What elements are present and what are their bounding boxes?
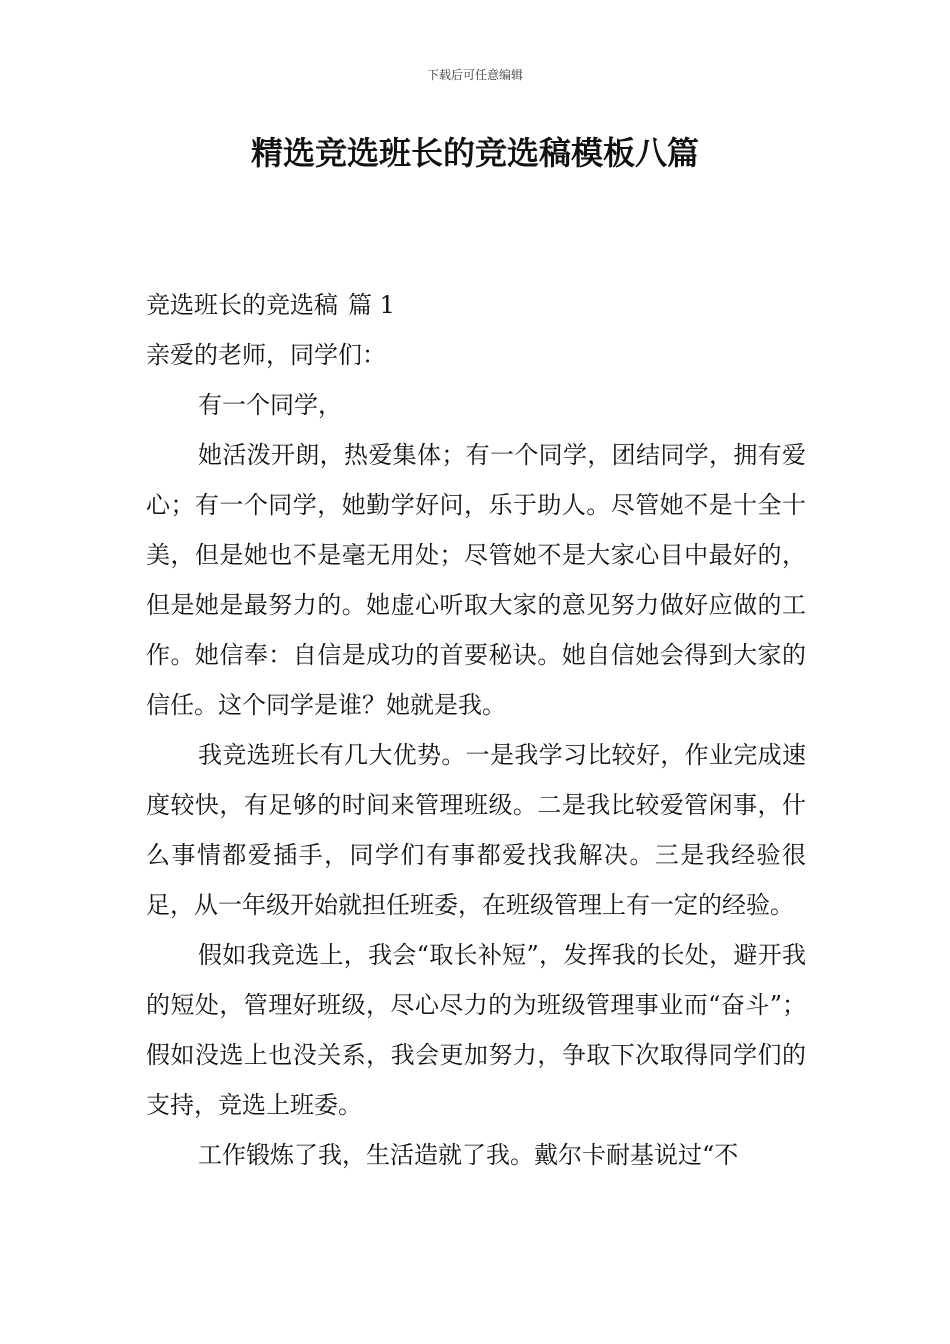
section-heading [146,280,806,330]
paragraph: 有一个同学， [198,391,342,419]
paragraph: 我竞选班长有几大优势。一是我学习比较好，作业完成速度较快，有足够的时间来管理班级。二是我比较爱管闲事，什么事情都爱插手，同学们有事都爱找我解决。三是我经验很足，从一年级开始就担任班委，在班级管理上有一定的经验。 [146,741,806,919]
header-note: 下载后可任意编辑 [426,68,523,82]
salutation: 亲爱的老师，同学们： [146,341,386,369]
document-title: 精选竞选班长的竞选稿模板八篇 [250,134,699,172]
document-body [146,280,806,1180]
section-number: 篇 1 [348,291,395,319]
paragraph: 她活泼开朗，热爱集体；有一个同学，团结同学，拥有爱心；有一个同学，她勤学好问，乐于助人。尽管她不是十全十美，但是她也不是毫无用处；尽管她不是大家心目中最好的，但是她是最努力的。她虚心听取大家的意见努力做好应做的工作。她信奉：自信是成功的首要秘诀。她自信她会得到大家的信任。这个同学是谁？她就是我。 [146,441,806,719]
paragraph: 工作锻炼了我，生活造就了我。戴尔卡耐基说过“不 [198,1141,739,1169]
section-name: 竞选班长的竞选稿 [146,291,338,319]
paragraph: 假如我竞选上，我会“取长补短”，发挥我的长处，避开我的短处，管理好班级，尽心尽力的为班级管理事业而“奋斗”；假如没选上也没关系，我会更加努力，争取下次取得同学们的支持，竞选上班委。 [146,941,806,1119]
